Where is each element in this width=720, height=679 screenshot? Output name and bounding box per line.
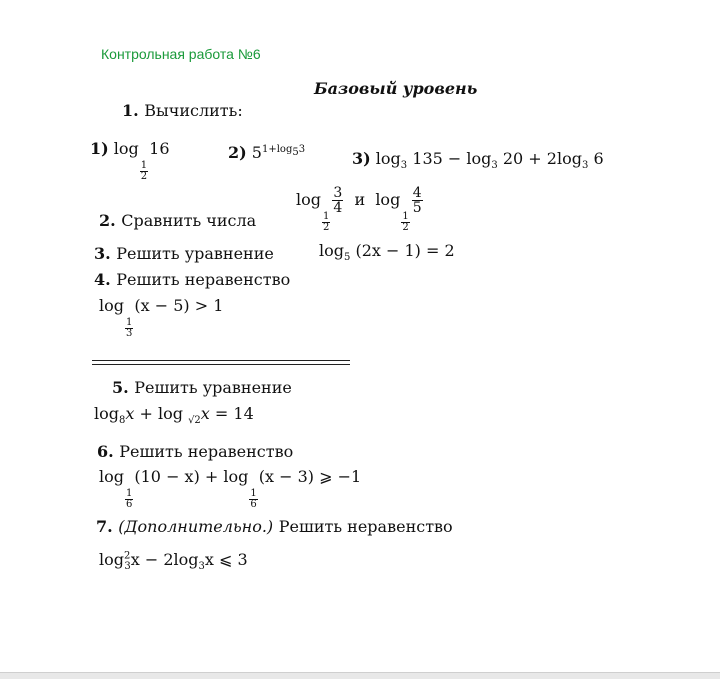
compare-expression: log $\frac{1}{2}$ $\frac{3}{4}$ и log $\frac{1}{2}$ $\frac{4}{5}$: [296, 185, 422, 233]
task-number: 1.: [122, 101, 139, 120]
item-number: 3): [352, 149, 371, 168]
log-base-fraction: $\frac{1}{6}$: [126, 488, 133, 510]
inequality-7: $\log^2_3x - 2\log_3x$ ⩽ 3: [99, 550, 248, 573]
log-base-fraction: $\frac{1}{2}$: [140, 160, 148, 182]
task-2: 2. Сравнить числа: [99, 211, 257, 230]
page-title: Контрольная работа №6: [101, 46, 261, 62]
expr-1-2: [228, 143, 305, 162]
item-number: 2): [228, 143, 247, 162]
equation-3: $\log_5 (2x - 1) = 2$: [319, 241, 455, 264]
task-text: Вычислить:: [144, 101, 243, 120]
task-1: [122, 101, 243, 120]
task-6: 6. Решить неравенство: [97, 442, 294, 461]
power-base: 5: [251, 143, 262, 162]
power-exponent: 1+log53: [261, 143, 306, 158]
equation-5: $\log_8x + \log _{√2}x = 14$: [94, 404, 254, 427]
divider: [92, 364, 350, 365]
conjunction: и: [354, 190, 366, 209]
task-note: (Дополнительно.): [118, 517, 274, 536]
inequality-6: log $\frac{1}{6}$ (10 − x) + log $\frac{1}{6}$ (x − 3) ⩾ −1: [99, 467, 362, 510]
log-base-fraction: $\frac{1}{3}$: [126, 317, 133, 339]
log-base-fraction: $\frac{1}{2}$: [402, 211, 409, 233]
log-argument-fraction: $\frac{3}{4}$: [333, 185, 343, 216]
section-heading: Базовый уровень: [314, 79, 478, 98]
log-argument: 16: [149, 139, 170, 158]
task-5: 5. Решить уравнение: [112, 378, 292, 397]
divider: [92, 360, 350, 361]
expr-1-3: 3) $\log_3 135 - \log_3 20 + 2\log_3$ 6: [352, 149, 604, 172]
inequality-4: log $\frac{1}{3}$ (x − 5) > 1: [99, 296, 224, 339]
log-fn: log: [113, 139, 139, 158]
log-base-fraction: $\frac{1}{2}$: [323, 211, 330, 233]
log-base-fraction: $\frac{1}{6}$: [250, 488, 257, 510]
log-argument-fraction: $\frac{4}{5}$: [412, 185, 422, 216]
task-7: 7. (Дополнительно.) Решить неравенство: [96, 517, 453, 536]
item-number: 1): [90, 139, 109, 158]
task-3: 3. Решить уравнение: [94, 244, 274, 263]
task-4: 4. Решить неравенство: [94, 270, 291, 289]
expr-1-1: [90, 139, 170, 182]
